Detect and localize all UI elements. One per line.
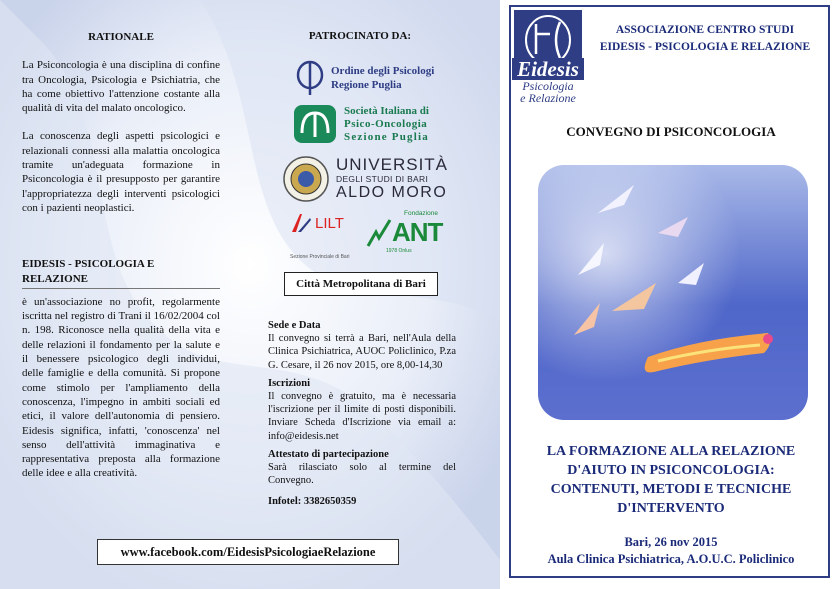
conference-title	[515, 442, 827, 518]
logo-ordine-line2: Regione Puglia	[331, 79, 402, 91]
eidesis-logo	[514, 10, 582, 104]
eidesis-logo-sub1: Psicologia	[522, 79, 574, 93]
association-name	[586, 22, 824, 56]
logo-lilt-sub: Sezione Provinciale di Bari	[290, 254, 350, 260]
logo-lilt	[290, 212, 349, 260]
citta-metropolitana-box: Città Metropolitana di Bari	[284, 272, 438, 296]
logo-ordine-psicologi	[295, 60, 434, 96]
iscrizioni-text: Il convegno è gratuito, ma è necessaria l'iscrizione per il limite di posti disponibili. Inviare Scheda d'Iscrizione via email a: info@eidesis.net	[268, 391, 456, 442]
sede-heading: Sede e Data	[268, 320, 321, 331]
rationale-paragraph-2: La conoscenza degli aspetti psicologici e relazionali connessi alla malattia oncologica tramite un'adeguata formazione in Psiconcologia è il presupposto per garantire l'appropriatezza degli interventi psicologici con i pazienti neoplastici.	[22, 130, 220, 214]
logo-sipo-line2: Psico-Oncologia	[344, 117, 428, 130]
eidesis-paragraph: è un'associazione no profit, regolarmente iscritta nel registro di Trani il 16/02/2004 col n. 198. Riconosce nella qualità della vita e delle relazioni il fondamento per la salute e il benessere psicologico degli individui, delle famiglie e della comunità. Si propone come stimolo per l'ampliamento della conoscenza, l'impegno in ambiti sociali ed etici, il valore dell'autonomia di pensiero. Eidesis significa, infatti, 'conoscenza' nel senso dell'attività immaginativa e rappresentativa preposta alla formazione delle idee e alla creatività.	[22, 295, 220, 480]
rationale-heading: RATIONALE	[88, 31, 154, 43]
title-line1: LA FORMAZIONE ALLA RELAZIONE	[546, 444, 796, 459]
logo-ordine-line1: Ordine degli Psicologi	[331, 65, 435, 77]
sede-text: Il convegno si terrà a Bari, nell'Aula della Clinica Psichiatrica, AUOC Policlinico, P.za G. Cesare, il 26 nov 2015, ore 8,00-14,30	[268, 333, 456, 371]
association-line1: ASSOCIAZIONE CENTRO STUDI	[615, 24, 795, 36]
infotel: Infotel: 3382650359	[268, 496, 357, 508]
logo-ant-sub: 1978 Onlus	[386, 248, 412, 254]
logo-sipo	[292, 103, 429, 145]
logo-ant	[366, 210, 442, 254]
logo-uni-line2: DEGLI STUDI DI BARI	[336, 174, 429, 184]
facebook-link[interactable]: www.facebook.com/EidesisPsicologiaeRelazione	[97, 539, 399, 565]
logo-sipo-line1: Società Italiana di	[344, 104, 429, 117]
title-line3: CONTENUTI, METODI E TECNICHE	[550, 482, 792, 497]
left-panel	[22, 30, 220, 481]
attestato-text: Sarà rilasciato solo al termine del Convegno.	[268, 462, 456, 487]
attestato-heading: Attestato di partecipazione	[268, 448, 389, 460]
eidesis-logo-name: Eidesis	[512, 58, 584, 80]
info-section	[268, 319, 456, 509]
eidesis-logo-sub2: e Relazione	[520, 91, 576, 105]
logo-ant-top: Fondazione	[404, 210, 438, 217]
logo-sipo-line3: Sezione Puglia	[344, 130, 429, 143]
association-line2: EIDESIS - PSICOLOGIA E RELAZIONE	[599, 41, 811, 53]
logo-lilt-text: LILT	[315, 214, 344, 232]
university-seal-icon	[282, 155, 330, 203]
ant-tick-icon	[366, 218, 392, 248]
logo-ant-text: ANT	[392, 217, 443, 247]
event-venue: Aula Clinica Psichiatrica, A.O.U.C. Policlinico	[547, 552, 795, 566]
sipo-emblem-icon	[292, 103, 338, 145]
title-line4: D'INTERVENTO	[617, 501, 725, 516]
iscrizioni-heading: Iscrizioni	[268, 377, 310, 389]
eidesis-heading: EIDESIS - PSICOLOGIA E RELAZIONE	[22, 257, 220, 289]
logo-uni-line1: UNIVERSITÀ	[336, 155, 449, 174]
event-date-venue	[515, 534, 827, 568]
lilt-icon	[290, 212, 312, 234]
psi-icon	[295, 60, 325, 96]
logo-uni-line3: ALDO MORO	[336, 184, 448, 201]
logo-universita-bari	[282, 155, 448, 203]
title-line2: D'AIUTO IN PSICONCOLOGIA:	[567, 463, 775, 478]
rationale-paragraph-1: La Psiconcologia è una disciplina di confine tra Oncologia, Psicologia e Psichiatria, che ha come obiettivo l'attenzione costante alla qualità di vita del malato oncologico.	[22, 59, 220, 115]
patrocinato-heading: PATROCINATO DA:	[308, 30, 412, 42]
event-date: Bari, 26 nov 2015	[624, 535, 718, 549]
cover-painting	[538, 165, 808, 420]
convegno-heading: CONVEGNO DI PSICONCOLOGIA	[566, 124, 776, 139]
middle-panel	[260, 30, 460, 56]
